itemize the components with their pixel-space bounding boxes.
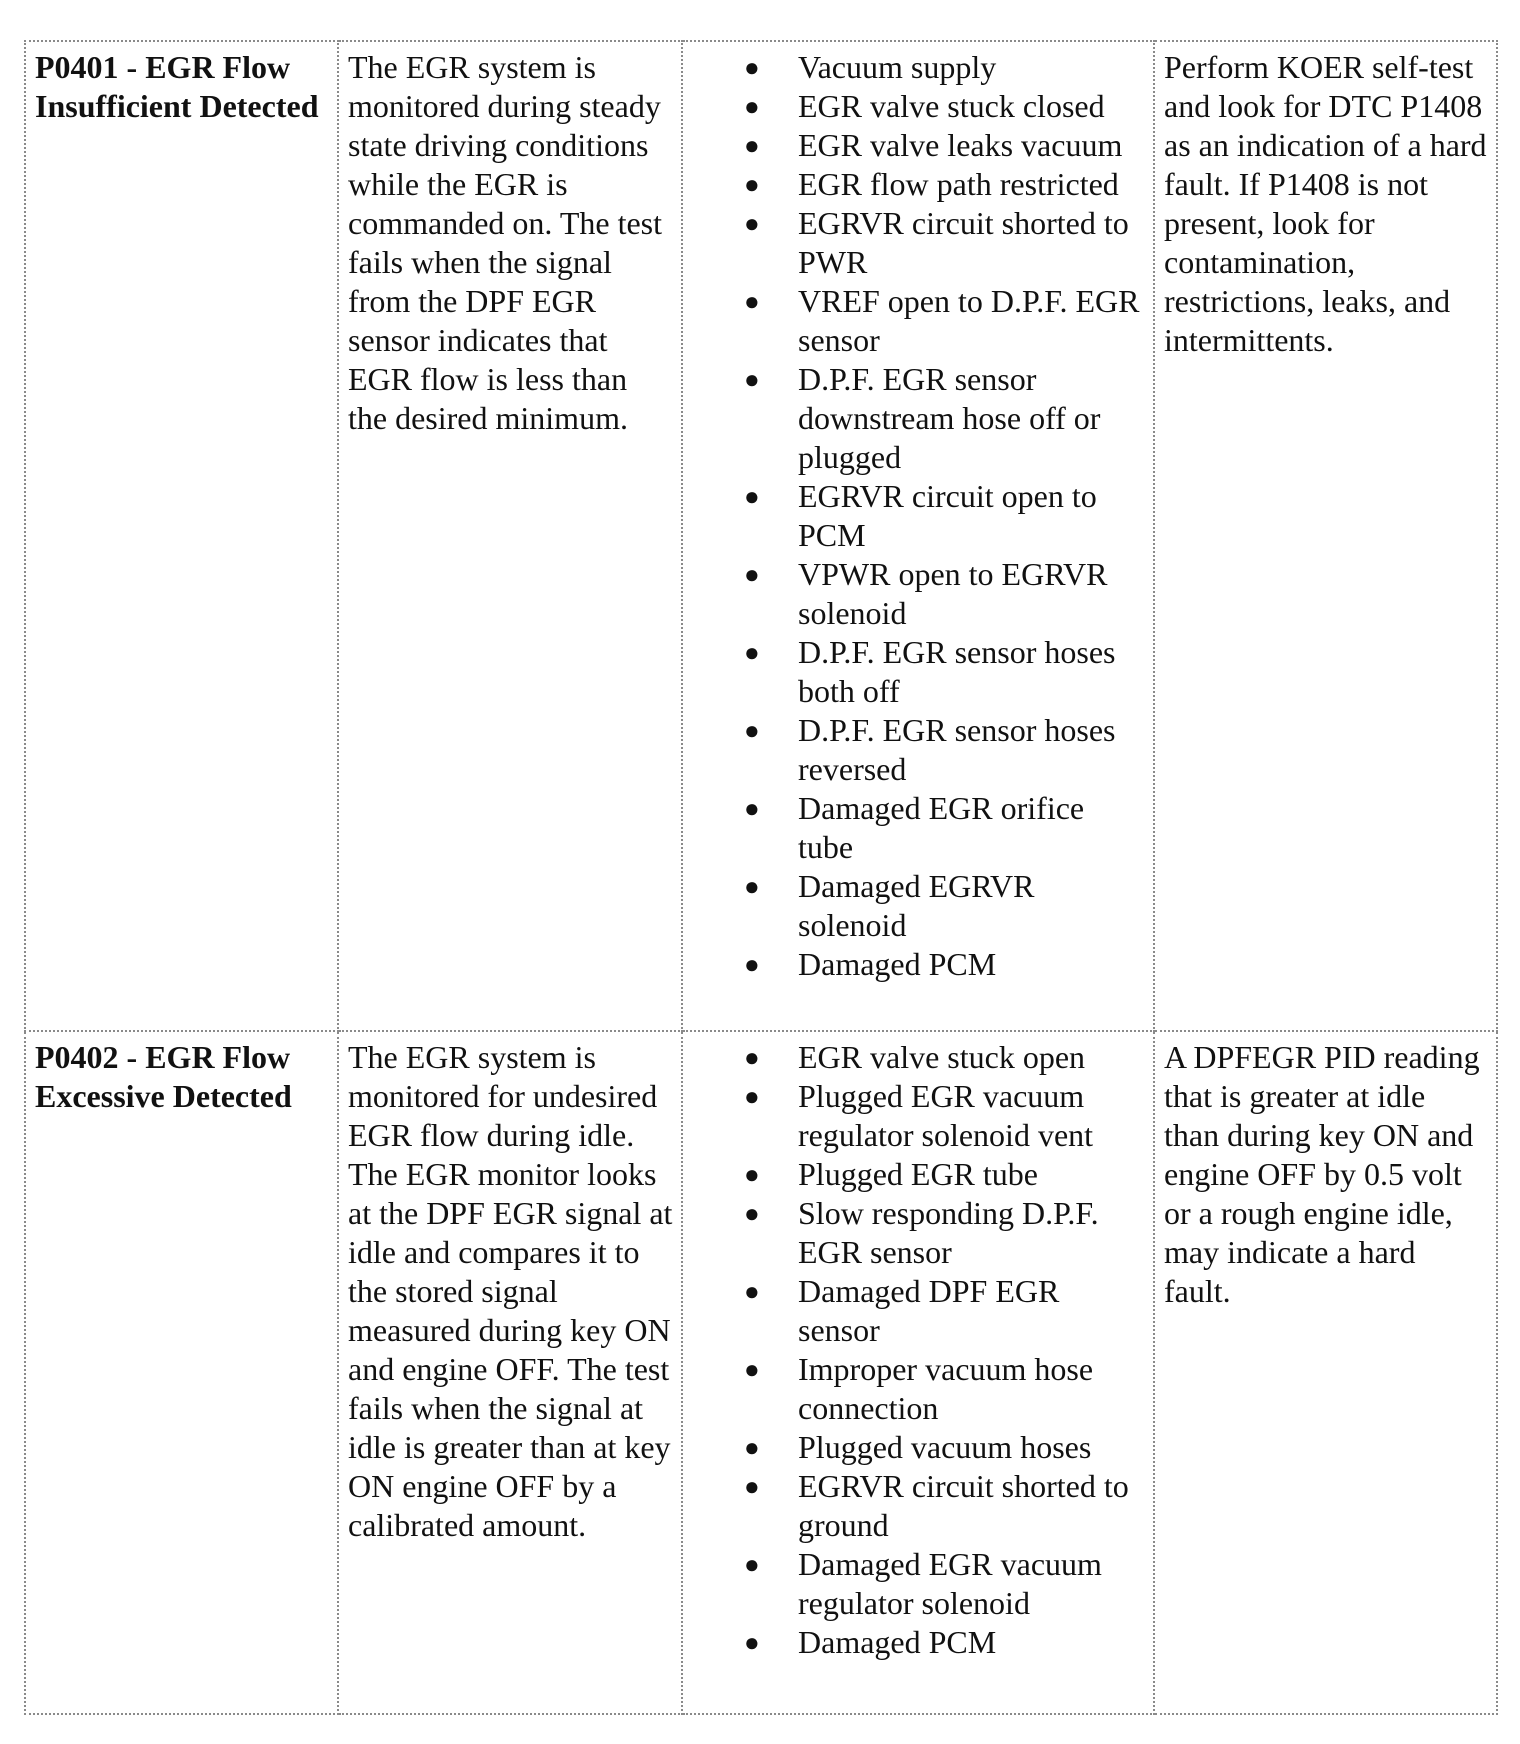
table-row — [25, 41, 1497, 1031]
diagnostic-aid: Perform KOER self-test and look for DTC P1408 as an indication of a hard fault. If P1408 is not present, look for contamination, restrictions, leaks, and intermittents. — [1154, 41, 1497, 1031]
bullet-icon: ● — [744, 131, 760, 160]
dtc-code: P0402 - EGR Flow Excessive Detected — [25, 1031, 338, 1714]
cause-text: Slow responding D.P.F. EGR sensor — [798, 1195, 1099, 1270]
bullet-icon: ● — [744, 950, 760, 979]
cause-text: Plugged vacuum hoses — [798, 1429, 1092, 1465]
bullet-icon: ● — [744, 482, 760, 511]
cause-item — [692, 1194, 1145, 1272]
cause-text: EGRVR circuit shorted to PWR — [798, 205, 1129, 280]
bullet-icon: ● — [744, 92, 760, 121]
cause-text: D.P.F. EGR sensor hoses reversed — [798, 712, 1116, 787]
cause-text: Damaged DPF EGR sensor — [798, 1273, 1060, 1348]
cause-text: D.P.F. EGR sensor downstream hose off or plugged — [798, 361, 1101, 475]
cause-text: Damaged PCM — [798, 1624, 997, 1660]
cause-item — [692, 789, 1145, 867]
cause-text: Plugged EGR vacuum regulator solenoid vent — [798, 1078, 1094, 1153]
cause-item — [692, 945, 1145, 984]
cause-item — [692, 1545, 1145, 1623]
bullet-icon: ● — [744, 716, 760, 745]
cause-text: Damaged PCM — [798, 946, 997, 982]
cause-text: D.P.F. EGR sensor hoses both off — [798, 634, 1116, 709]
bullet-icon: ● — [744, 638, 760, 667]
causes-list — [692, 48, 1145, 984]
bullet-icon: ● — [744, 53, 760, 82]
bullet-icon: ● — [744, 170, 760, 199]
dtc-code: P0401 - EGR Flow Insufficient Detected — [25, 41, 338, 1031]
cause-item — [692, 1155, 1145, 1194]
cause-text: EGR valve stuck open — [798, 1039, 1086, 1075]
bullet-icon: ● — [744, 1433, 760, 1462]
cause-text: EGR valve stuck closed — [798, 88, 1105, 124]
cause-item — [692, 126, 1145, 165]
cause-item — [692, 867, 1145, 945]
cause-text: EGR valve leaks vacuum — [798, 127, 1123, 163]
dtc-description: The EGR system is monitored for undesired EGR flow during idle. The EGR monitor looks at the DPF EGR signal at idle and compares it to the stored signal measured during key ON and engine OFF. The test fails when the signal at idle is greater than at key ON engine OFF by a calibrated amount. — [338, 1031, 682, 1714]
cause-text: EGRVR circuit shorted to ground — [798, 1468, 1129, 1543]
dtc-description: The EGR system is monitored during steady state driving conditions while the EGR is commanded on. The test fails when the signal from the DPF EGR sensor indicates that EGR flow is less than the desired minimum. — [338, 41, 682, 1031]
cause-item — [692, 555, 1145, 633]
bullet-icon: ● — [744, 365, 760, 394]
cause-item — [692, 204, 1145, 282]
bullet-icon: ● — [744, 872, 760, 901]
cause-text: EGR flow path restricted — [798, 166, 1119, 202]
cause-text: Damaged EGRVR solenoid — [798, 868, 1035, 943]
bullet-icon: ● — [744, 1082, 760, 1111]
cause-item — [692, 1350, 1145, 1428]
bullet-icon: ● — [744, 1160, 760, 1189]
bullet-icon: ● — [744, 1043, 760, 1072]
bullet-icon: ● — [744, 209, 760, 238]
cause-text: Improper vacuum hose connection — [798, 1351, 1094, 1426]
cause-text: EGRVR circuit open to PCM — [798, 478, 1097, 553]
cause-item — [692, 711, 1145, 789]
cause-text: Vacuum supply — [798, 49, 997, 85]
cause-item — [692, 282, 1145, 360]
cause-item — [692, 48, 1145, 87]
cause-item — [692, 1038, 1145, 1077]
cause-item — [692, 1272, 1145, 1350]
diagnostic-aid: A DPFEGR PID reading that is greater at idle than during key ON and engine OFF by 0.5 volt or a rough engine idle, may indicate a hard fault. — [1154, 1031, 1497, 1714]
cause-item — [692, 1623, 1145, 1662]
bullet-icon: ● — [744, 1355, 760, 1384]
cause-text: Damaged EGR orifice tube — [798, 790, 1085, 865]
dtc-table — [24, 40, 1498, 1715]
cause-text: Plugged EGR tube — [798, 1156, 1038, 1192]
cause-item — [692, 1467, 1145, 1545]
causes-list — [692, 1038, 1145, 1662]
cause-item — [692, 1428, 1145, 1467]
cause-text: VREF open to D.P.F. EGR sensor — [798, 283, 1140, 358]
bullet-icon: ● — [744, 1550, 760, 1579]
cause-item — [692, 165, 1145, 204]
cause-item — [692, 87, 1145, 126]
possible-causes — [682, 1031, 1154, 1714]
bullet-icon: ● — [744, 794, 760, 823]
possible-causes — [682, 41, 1154, 1031]
bullet-icon: ● — [744, 287, 760, 316]
cause-item — [692, 477, 1145, 555]
bullet-icon: ● — [744, 1199, 760, 1228]
cause-item — [692, 1077, 1145, 1155]
cause-text: Damaged EGR vacuum regulator solenoid — [798, 1546, 1102, 1621]
table-row — [25, 1031, 1497, 1714]
cause-item — [692, 360, 1145, 477]
bullet-icon: ● — [744, 560, 760, 589]
bullet-icon: ● — [744, 1472, 760, 1501]
cause-item — [692, 633, 1145, 711]
cause-text: VPWR open to EGRVR solenoid — [798, 556, 1108, 631]
bullet-icon: ● — [744, 1628, 760, 1657]
bullet-icon: ● — [744, 1277, 760, 1306]
